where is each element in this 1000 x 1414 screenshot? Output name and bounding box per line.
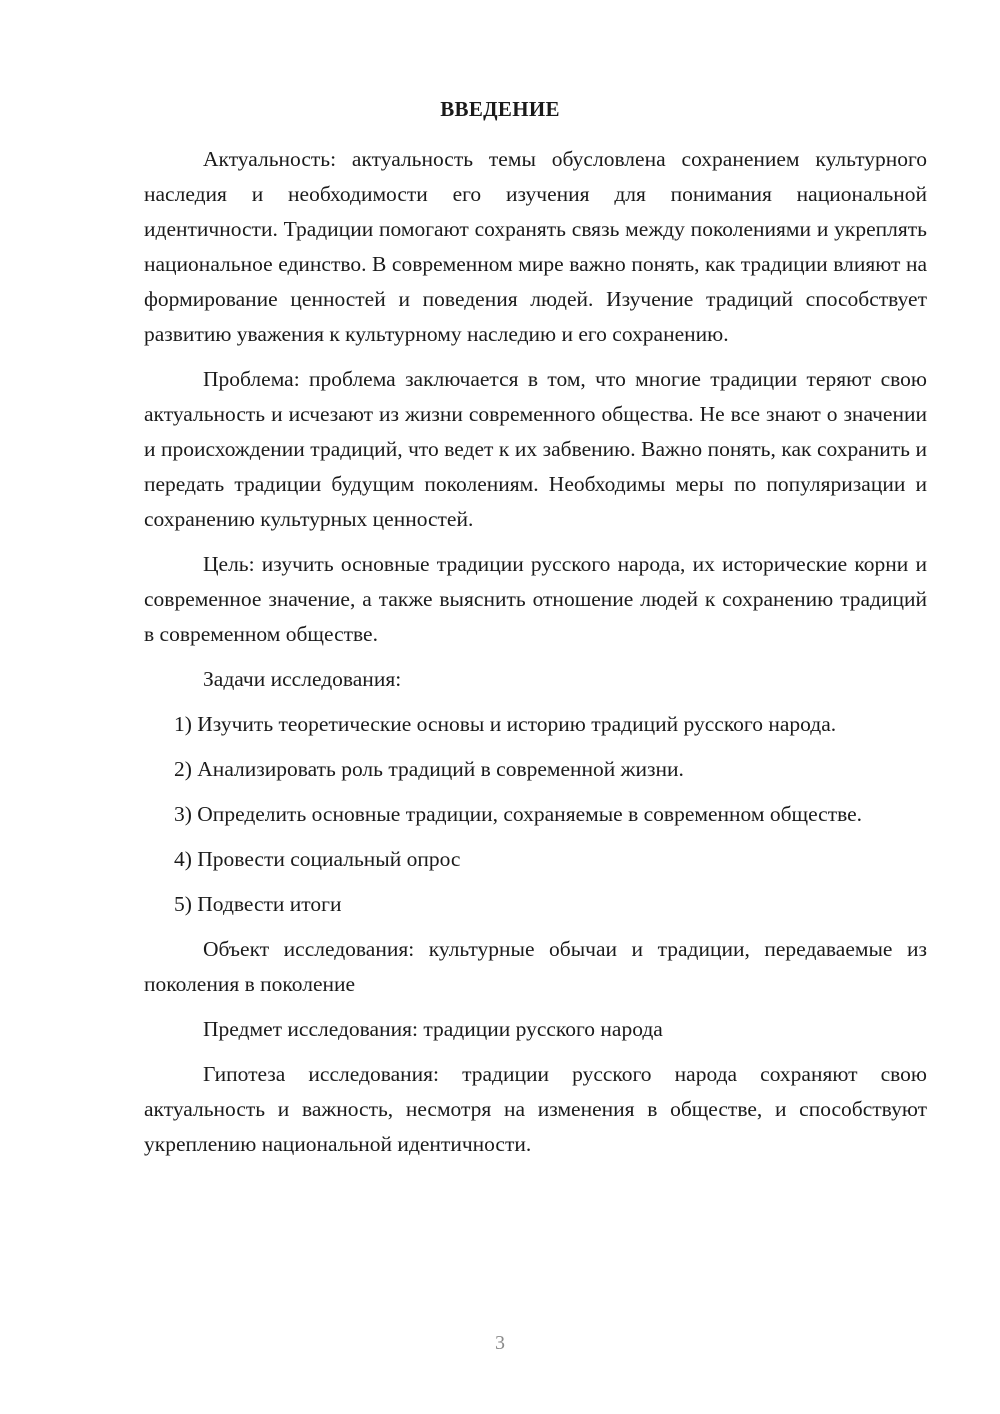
paragraph-relevance: Актуальность: актуальность темы обусловлена сохранением культурного наследия и необходимости его изучения для понимания национальной идентичности. Традиции помогают сохранять связь между поколениями и укреплять национальное единство. В современном мире важно понять, как традиции влияют на формирование ценностей и поведения людей. Изучение традиций способствует развитию уважения к культурному наследию и его сохранению. [144,147,927,346]
paragraph-goal: Цель: изучить основные традиции русского народа, их исторические корни и современное значение, а также выяснить отношение людей к сохранению традиций в современном обществе. [144,552,927,646]
paragraph-problem: Проблема: проблема заключается в том, что многие традиции теряют свою актуальность и исчезают из жизни современного общества. Не все знают о значении и происхождении традиций, что ведет к их забвению. Важно понять, как сохранить и передать традиции будущим поколениям. Необходимы меры по популяризации и сохранению культурных ценностей. [144,367,927,531]
paragraph-hypothesis: Гипотеза исследования: традиции русского народа сохраняют свою актуальность и важность, несмотря на изменения в обществе, и способствуют укреплению национальной идентичности. [144,1062,927,1156]
task-item-2: 2) Анализировать роль традиций в современной жизни. [174,757,684,781]
page-title: ВВЕДЕНИЕ [440,97,560,121]
task-item-4: 4) Провести социальный опрос [174,847,461,871]
task-item-3: 3) Определить основные традиции, сохраняемые в современном обществе. [174,802,863,826]
tasks-heading: Задачи исследования: [203,667,402,691]
paragraph-object: Объект исследования: культурные обычаи и традиции, передаваемые из поколения в поколение [144,937,927,996]
task-item-5: 5) Подвести итоги [174,892,342,916]
paragraph-subject: Предмет исследования: традиции русского народа [203,1017,663,1041]
page-number: 3 [495,1332,505,1354]
document-body [144,142,927,1162]
task-item-1: 1) Изучить теоретические основы и историю традиций русского народа. [174,712,837,736]
